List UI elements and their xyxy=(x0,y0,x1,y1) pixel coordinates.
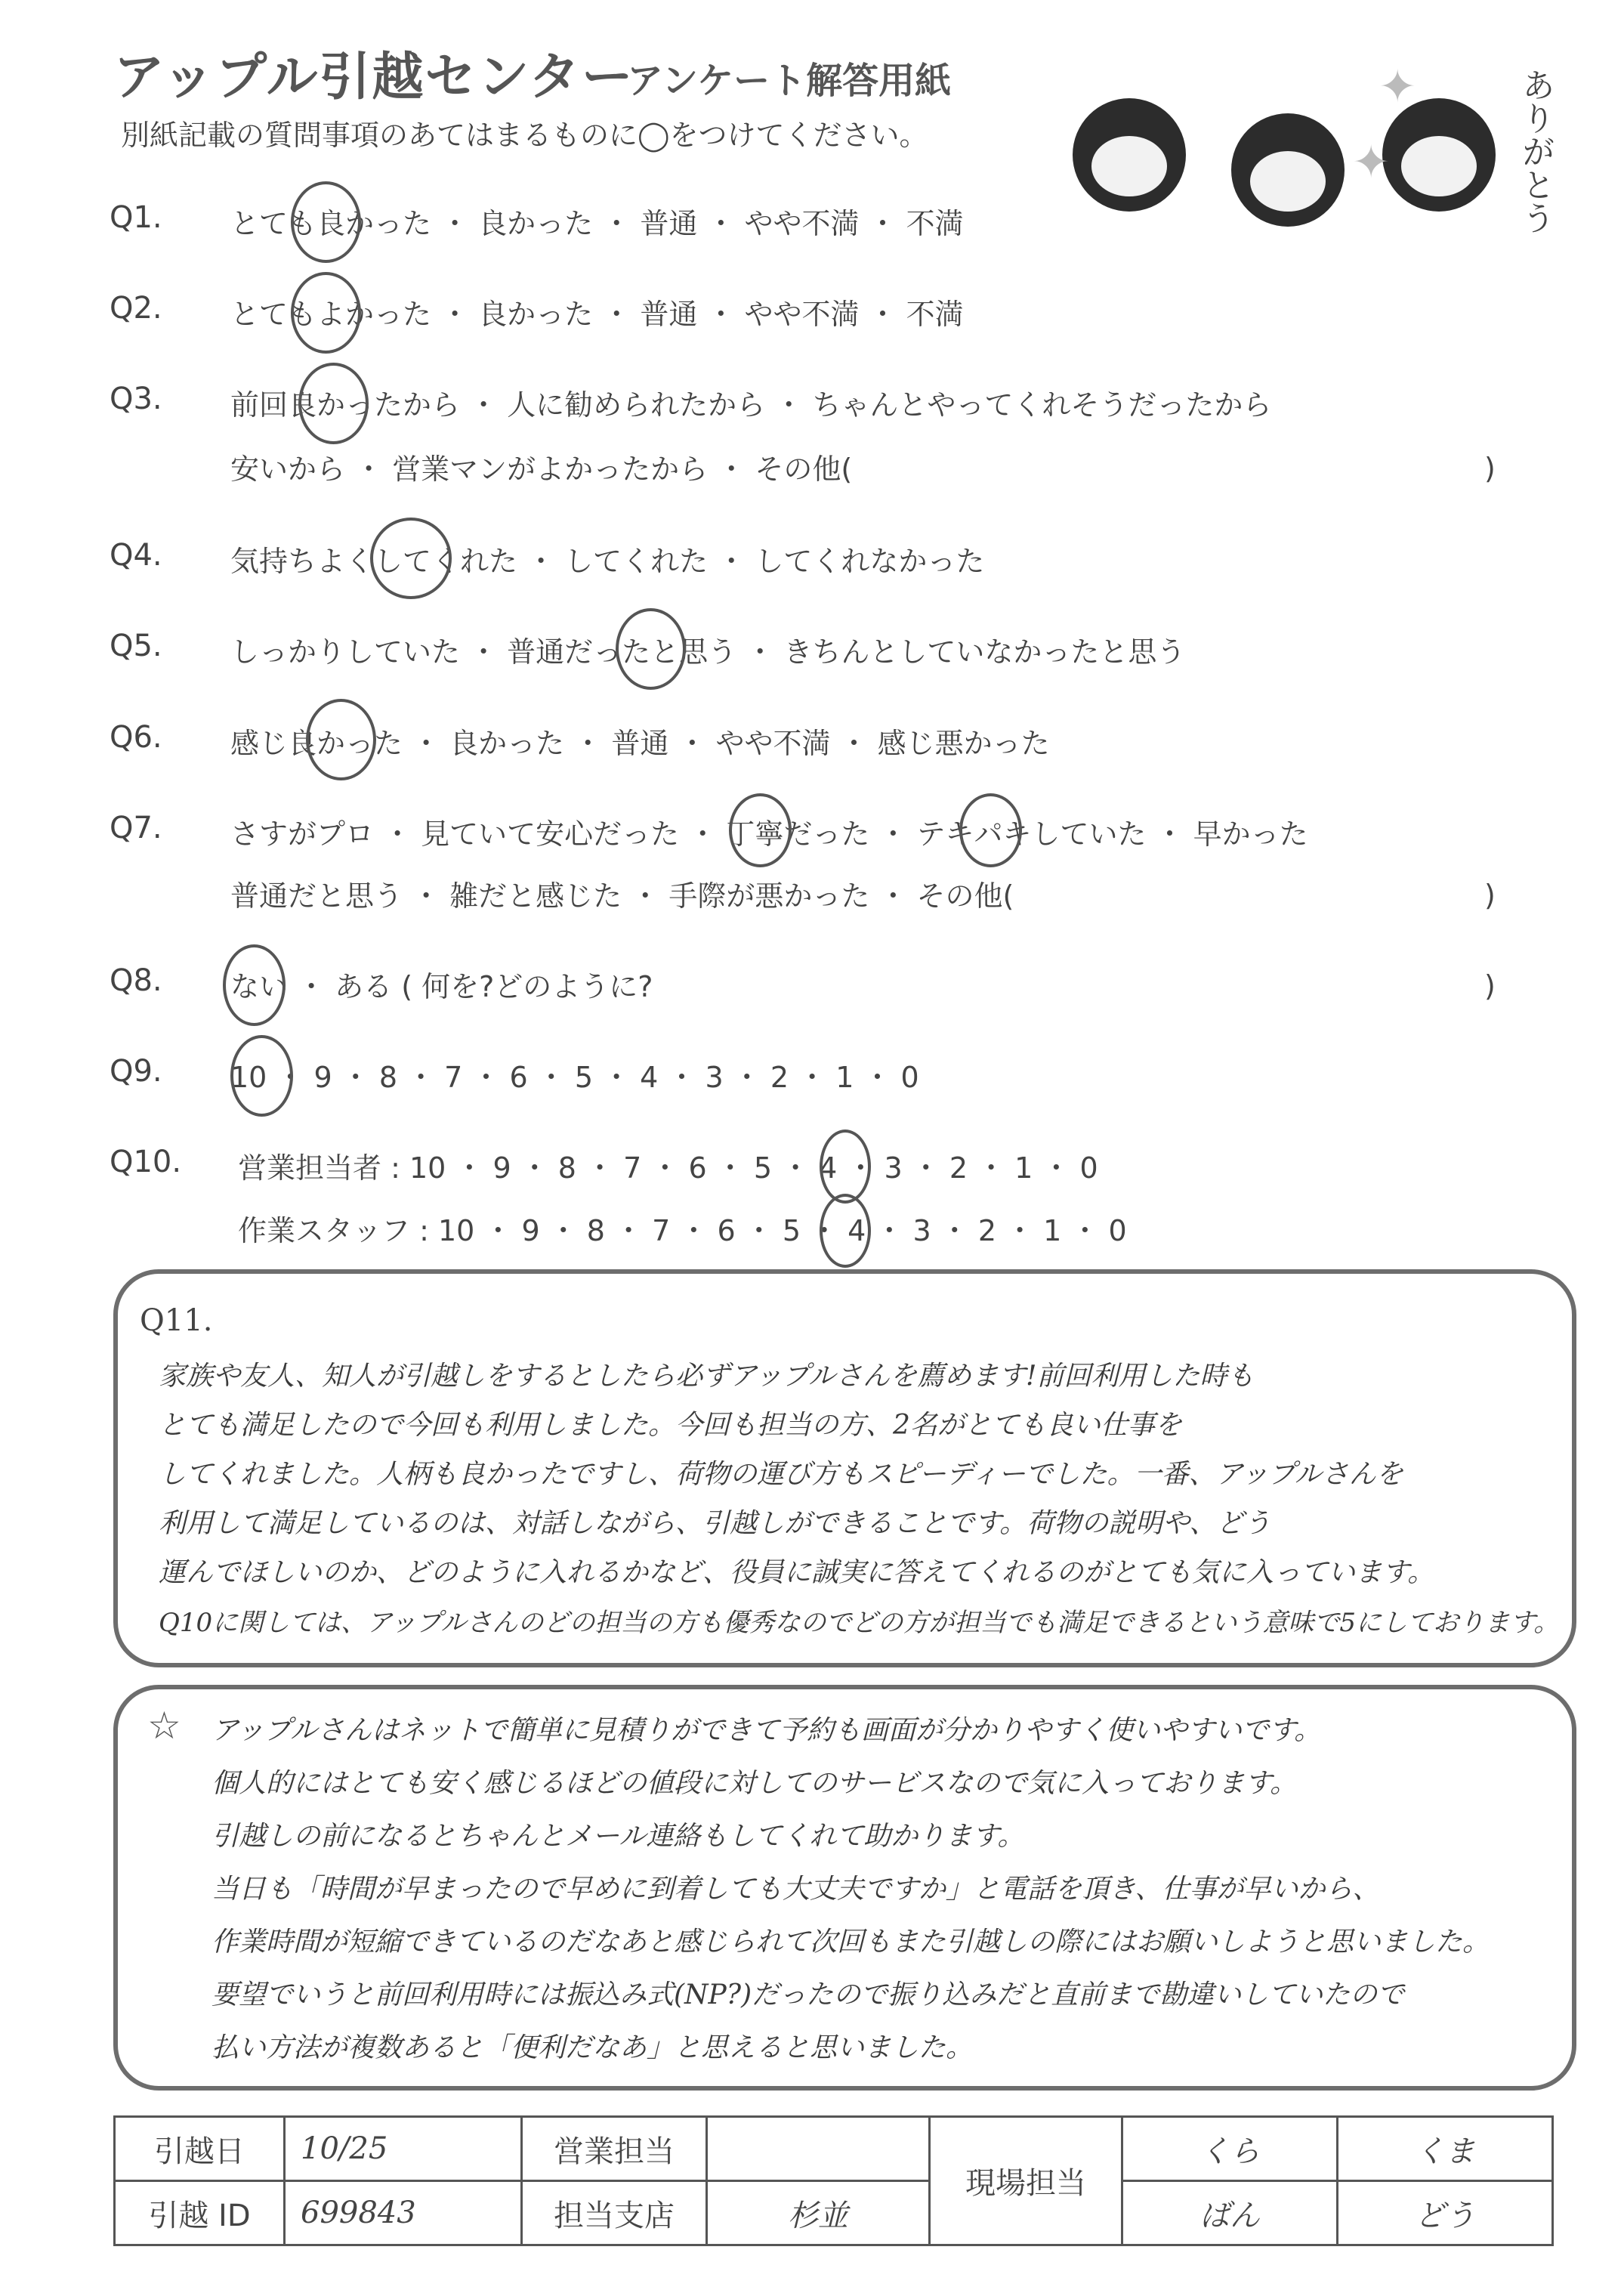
monkey-face xyxy=(1091,136,1167,196)
q4-options: 気持ちよくしてくれた ・ してくれた ・ してくれなかった xyxy=(230,545,985,578)
sales-value xyxy=(707,2117,930,2181)
q2-options: とてもよかった ・ 良かった ・ 普通 ・ やや不満 ・ 不満 xyxy=(230,298,964,331)
comment-line: 当日も「時間が早まったので早めに到着しても大丈夫ですか」と電話を頂き、仕事が早いから、 xyxy=(211,1874,1380,1905)
branch-label: 担当支店 xyxy=(522,2181,707,2245)
q11-line: 利用して満足しているのは、対話しながら、引越しができることです。荷物の説明や、どう xyxy=(159,1508,1271,1539)
answer-circle xyxy=(616,608,686,690)
q1-options: とても良かった ・ 良かった ・ 普通 ・ やや不満 ・ 不満 xyxy=(230,207,964,240)
mascot-illustration xyxy=(1050,53,1564,280)
q3-close-paren: ) xyxy=(1484,452,1496,485)
answer-circle xyxy=(223,944,286,1026)
q11-line: Q10に関しては、アップルさんのどの担当の方も優秀なのでどの方が担当でも満足できるという意味で5にしております。 xyxy=(159,1608,1560,1638)
q11-line: 運んでほしいのか、どのように入れるかなど、役員に誠実に答えてくれるのがとても気に入っています。 xyxy=(159,1557,1435,1588)
info-table xyxy=(113,2115,1554,2246)
q7-close-paren: ) xyxy=(1484,879,1496,912)
comment-line: 払い方法が複数あると「便利だなあ」と思えると思いました。 xyxy=(211,2032,974,2063)
q5-options: しっかりしていた ・ 普通だったと思う ・ きちんとしていなかったと思う xyxy=(230,635,1186,669)
star-icon: ☆ xyxy=(147,1704,181,1748)
branch-value: 杉並 xyxy=(707,2181,930,2245)
comment-line: 引越しの前になるとちゃんとメール連絡もしてくれて助かります。 xyxy=(211,1821,1025,1852)
q7-options-line2: 普通だと思う ・ 雑だと感じた ・ 手際が悪かった ・ その他( xyxy=(230,879,1014,913)
q7-label: Q7. xyxy=(110,811,162,845)
q11-label: Q11. xyxy=(140,1303,213,1338)
site-staff-2: くま xyxy=(1338,2117,1553,2181)
move-id-value: 699843 xyxy=(285,2181,522,2245)
q9-label: Q9. xyxy=(110,1054,162,1089)
site-label: 現場担当 xyxy=(930,2117,1122,2245)
q6-label: Q6. xyxy=(110,720,162,755)
sparkle-icon: ✦ xyxy=(1352,136,1391,189)
q9-options: 10 ・ 9 ・ 8 ・ 7 ・ 6 ・ 5 ・ 4 ・ 3 ・ 2 ・ 1 ・ 0 xyxy=(230,1061,919,1094)
q10-label: Q10. xyxy=(110,1145,182,1179)
q4-label: Q4. xyxy=(110,538,162,573)
monkey-face xyxy=(1250,151,1326,212)
answer-circle xyxy=(298,363,369,444)
q2-label: Q2. xyxy=(110,291,162,326)
q8-label: Q8. xyxy=(110,963,162,998)
q3-options: 前回良かったから ・ 人に勧められたから ・ ちゃんとやってくれそうだったから xyxy=(230,388,1272,422)
move-date-label: 引越日 xyxy=(115,2117,285,2181)
answer-circle xyxy=(291,181,361,263)
q3-label: Q3. xyxy=(110,382,162,416)
q6-options: 感じ良かった ・ 良かった ・ 普通 ・ やや不満 ・ 感じ悪かった xyxy=(230,727,1050,760)
comment-line: 個人的にはとても安く感じるほどの値段に対してのサービスなので気に入っております。 xyxy=(211,1768,1298,1799)
q5-label: Q5. xyxy=(110,629,162,663)
comment-line: アップルさんはネットで簡単に見積りができて予約も画面が分かりやすく使いやすいです。 xyxy=(211,1715,1322,1746)
q11-line: とても満足したので今回も利用しました。今回も担当の方、2名がとても良い仕事を xyxy=(159,1410,1182,1441)
monkey-face xyxy=(1401,136,1477,196)
thanks-text: ありがとう xyxy=(1516,68,1555,234)
answer-circle xyxy=(729,793,792,867)
instruction-text: 別紙記載の質問事項のあてはまるものに◯をつけてください。 xyxy=(121,119,928,152)
form-subtitle: アンケート解答用紙 xyxy=(627,60,952,102)
answer-circle xyxy=(820,1130,871,1204)
move-date-value: 10/25 xyxy=(285,2117,522,2181)
comment-line: 作業時間が短縮できているのだなあと感じられて次回もまた引越しの際にはお願いしようと思いました。 xyxy=(211,1927,1490,1958)
answer-circle xyxy=(820,1194,871,1268)
answer-circle xyxy=(230,1035,293,1117)
sparkle-icon: ✦ xyxy=(1379,60,1417,113)
site-staff-3: ばん xyxy=(1122,2181,1338,2245)
sales-label: 営業担当 xyxy=(522,2117,707,2181)
q10-staff-options: 作業スタッフ : 10 ・ 9 ・ 8 ・ 7 ・ 6 ・ 5 ・ 4 ・ 3 ・ 2 ・ 1 ・ 0 xyxy=(238,1214,1127,1247)
site-staff-1: くら xyxy=(1122,2117,1338,2181)
q1-label: Q1. xyxy=(110,200,162,235)
answer-circle xyxy=(291,272,361,354)
answer-circle xyxy=(370,518,452,599)
answer-circle xyxy=(306,699,376,780)
q10-sales-options: 営業担当者 : 10 ・ 9 ・ 8 ・ 7 ・ 6 ・ 5 ・ 4 ・ 3 ・ 2 ・ 1 ・ 0 xyxy=(238,1151,1098,1185)
q3-options-line2: 安いから ・ 営業マンがよかったから ・ その他( xyxy=(230,453,853,486)
site-staff-4: どう xyxy=(1338,2181,1553,2245)
q8-options: ない ・ ある ( 何を?どのように? xyxy=(230,970,653,1003)
q11-line: 家族や友人、知人が引越しをするとしたら必ずアップルさんを薦めます!前回利用した時も xyxy=(159,1361,1255,1392)
q11-line: してくれました。人柄も良かったですし、荷物の運び方もスピーディーでした。一番、アップルさんを xyxy=(159,1459,1403,1490)
q7-options: さすがプロ ・ 見ていて安心だった ・ 丁寧だった ・ テキパキしていた ・ 早かった xyxy=(230,817,1308,851)
move-id-label: 引越 ID xyxy=(115,2181,285,2245)
brand-title: アップル引越センター xyxy=(113,48,634,107)
answer-circle xyxy=(959,793,1022,867)
comment-line: 要望でいうと前回利用時には振込み式(NP?)だったので振り込みだと直前まで勘違いしていたので xyxy=(211,1979,1405,2010)
q8-close-paren: ) xyxy=(1484,969,1496,1003)
